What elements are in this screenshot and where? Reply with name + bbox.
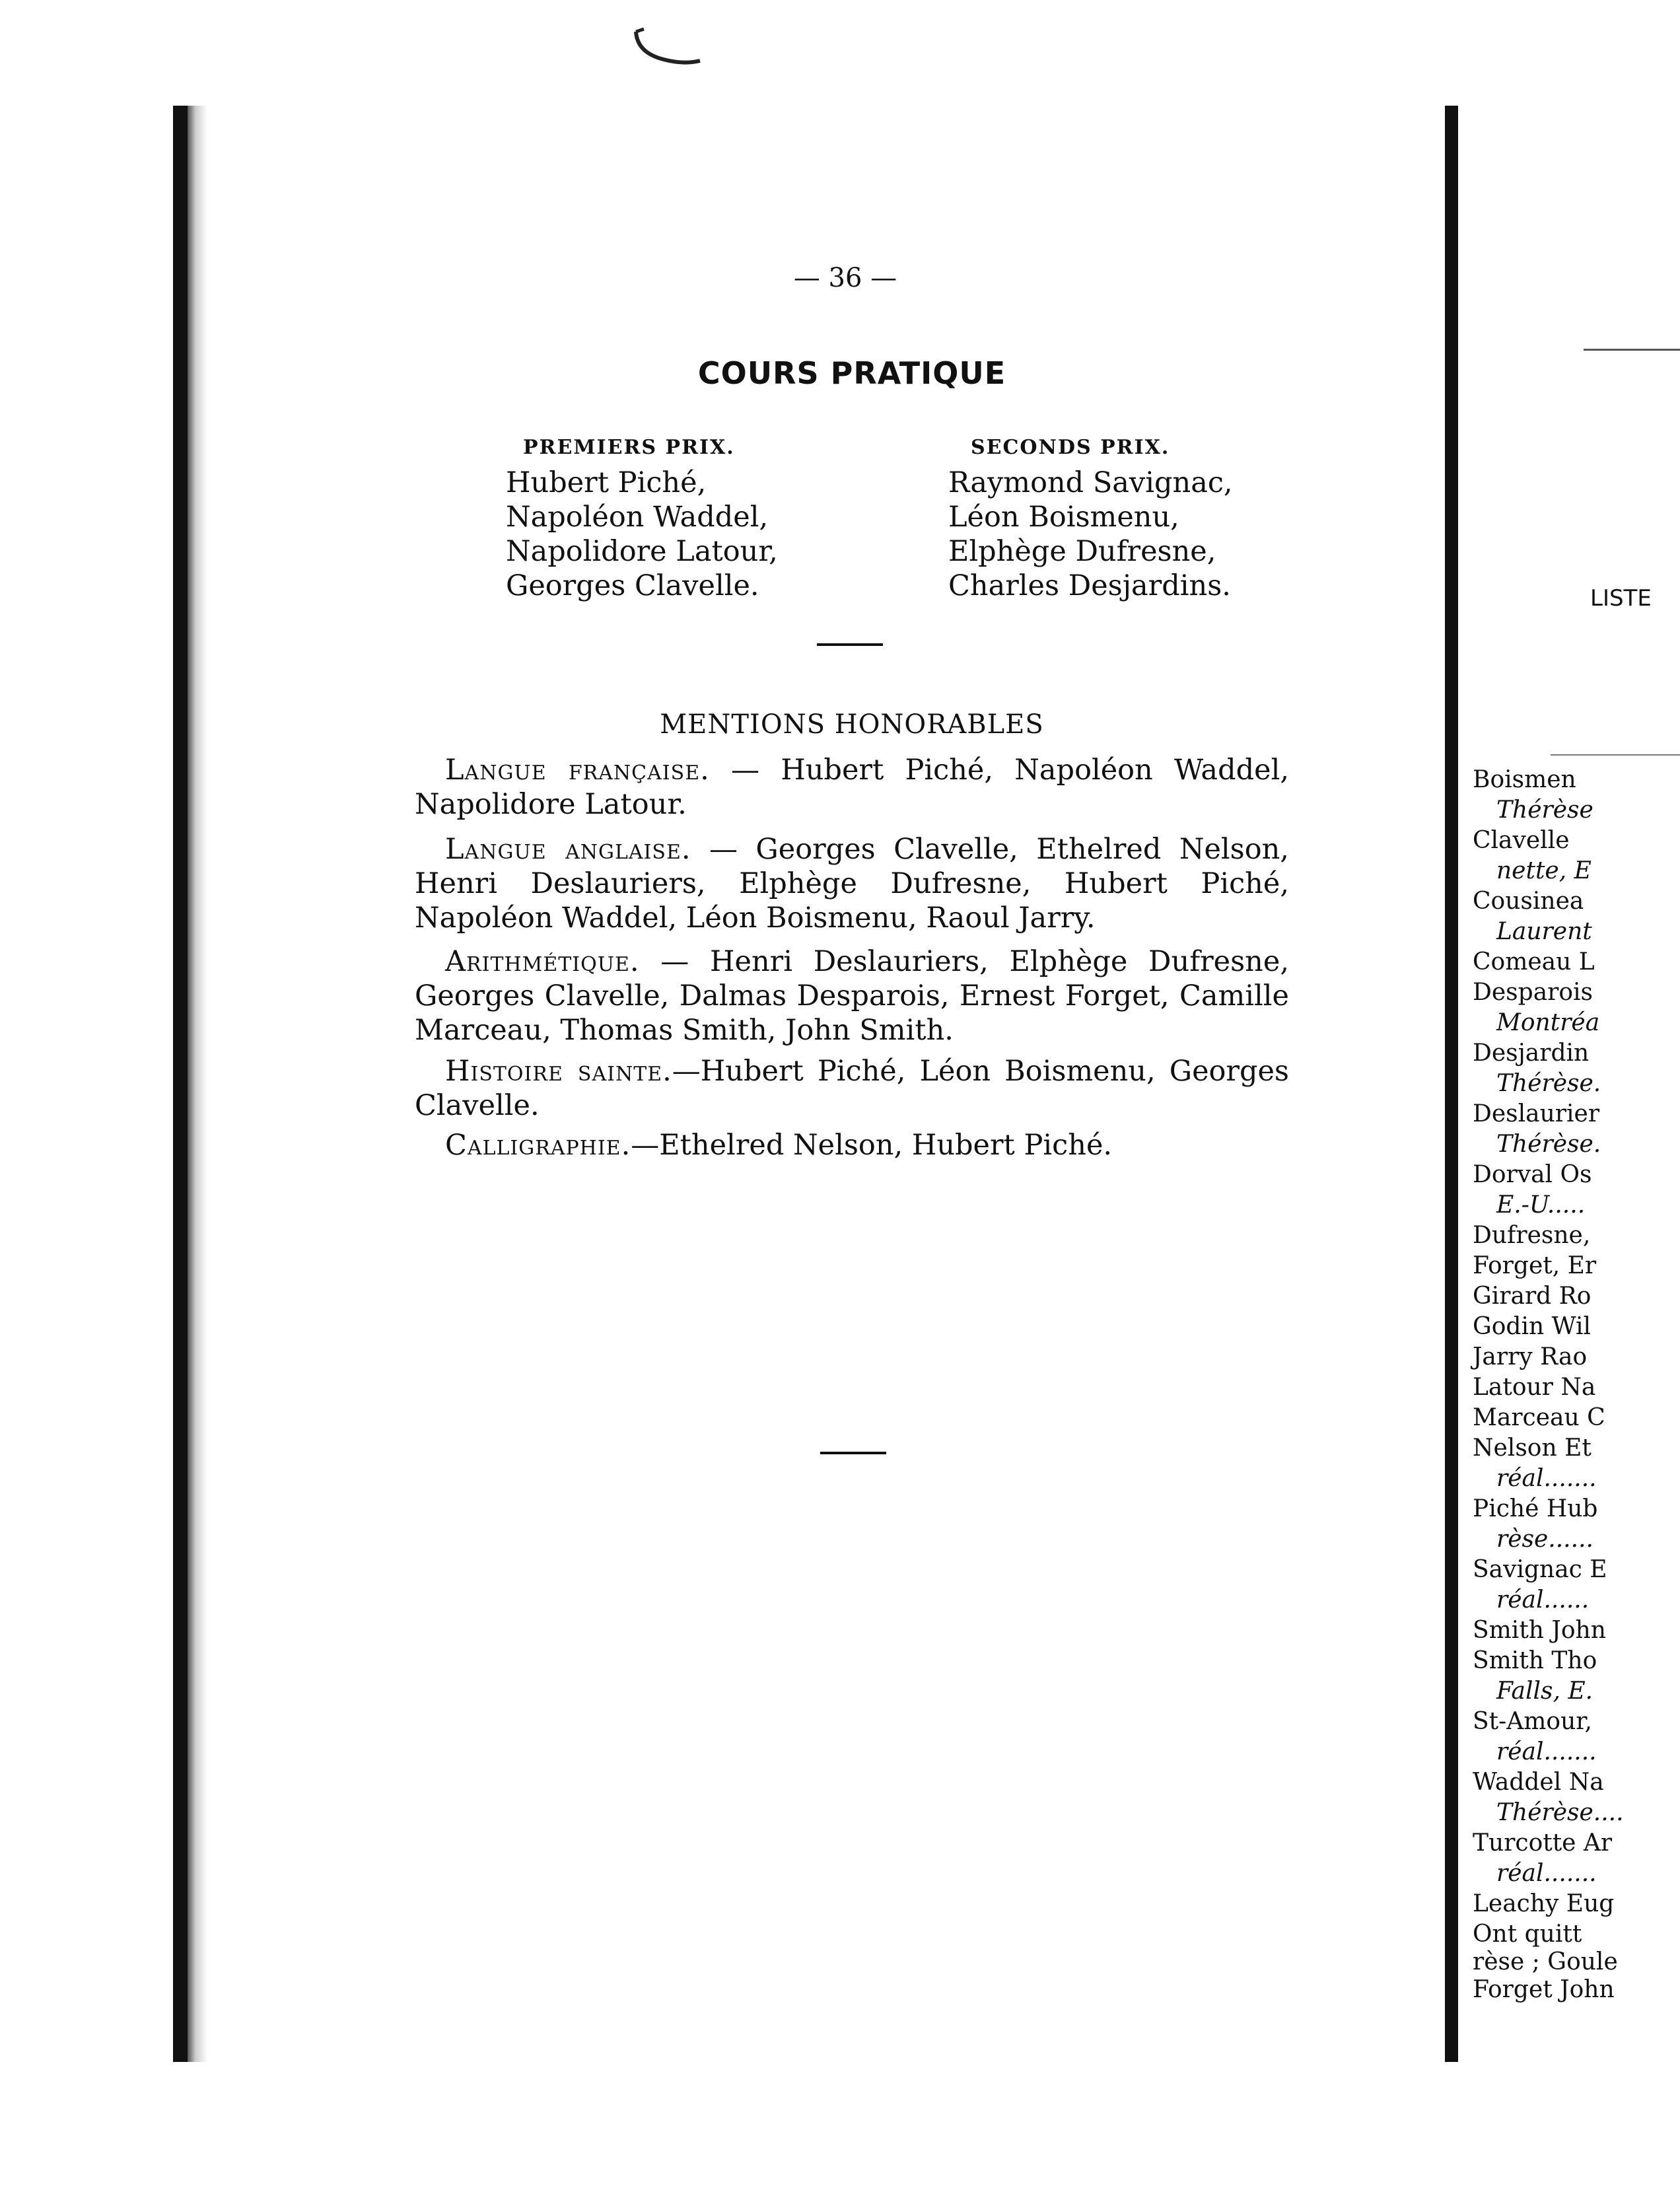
mention-subject: Arithmétique.	[445, 945, 640, 978]
page-number: — 36 —	[793, 263, 897, 293]
seconds-prix-name: Charles Desjardins.	[948, 569, 1231, 602]
premiers-prix-list	[506, 466, 778, 603]
right-page-line: nette, E	[1496, 857, 1592, 884]
right-page-line: Forget John	[1473, 1976, 1615, 2003]
right-page-line: Waddel Na	[1473, 1769, 1604, 1796]
right-page-rule	[1551, 754, 1680, 756]
right-page-line: Thérèse	[1496, 797, 1593, 824]
right-page-line: Cousinea	[1473, 888, 1584, 915]
premiers-prix-name: Napolidore Latour,	[506, 535, 778, 568]
right-page-line: Comeau L	[1473, 948, 1595, 975]
right-page-line: Dorval Os	[1473, 1161, 1592, 1188]
page-edge-shadow	[188, 106, 207, 2062]
mentions-heading: MENTIONS HONORABLES	[660, 709, 1044, 740]
right-page-line: St-Amour,	[1473, 1708, 1592, 1735]
right-page-line: Smith John	[1473, 1617, 1606, 1644]
mention-subject: Langue française.	[445, 754, 710, 787]
right-page-line: Nelson Et	[1473, 1435, 1592, 1462]
right-page-line: Dufresne,	[1473, 1222, 1591, 1249]
right-page-line: Deslaurier	[1473, 1100, 1600, 1127]
right-page-heading: LISTE	[1590, 585, 1652, 612]
right-page-line: Thérèse....	[1496, 1799, 1624, 1826]
right-page-line: Savignac E	[1473, 1556, 1607, 1583]
right-page-line: réal.......	[1496, 1465, 1597, 1492]
mention-text: — Georges Clavelle, Ethelred Nelson, Henri Deslauriers, Elphège Dufresne, Hubert Piché, Napoléon Waddel, Léon Boismenu, Raoul Jarry.	[415, 833, 1289, 935]
right-page-line: réal.......	[1496, 1738, 1597, 1765]
right-page-line: rèse......	[1496, 1526, 1593, 1553]
right-page-line: Turcotte Ar	[1473, 1829, 1613, 1857]
right-page-line: Thérèse.	[1496, 1131, 1601, 1158]
mention-text: — Hubert Piché, Napoléon Waddel, Napolidore Latour.	[415, 754, 1289, 821]
divider-rule	[817, 643, 883, 646]
right-page-line: Laurent	[1496, 918, 1592, 945]
book-gutter	[1445, 106, 1458, 2074]
right-page-line: Godin Wil	[1473, 1313, 1592, 1340]
right-page-line: Desparois	[1473, 979, 1593, 1006]
seconds-prix-name: Léon Boismenu,	[948, 501, 1179, 534]
mention-subject: Langue anglaise.	[445, 833, 691, 866]
right-page-line: Jarry Rao	[1473, 1343, 1588, 1370]
pencil-mark	[631, 26, 703, 73]
premiers-prix-heading: PREMIERS PRIX.	[523, 436, 735, 459]
mention-subject: Histoire sainte.	[445, 1055, 672, 1088]
mention-subject: Calligraphie.	[445, 1129, 631, 1162]
premiers-prix-name: Georges Clavelle.	[506, 569, 759, 602]
seconds-prix-name: Raymond Savignac,	[948, 466, 1233, 499]
right-page-line: Smith Tho	[1473, 1647, 1597, 1674]
right-page-line: Desjardin	[1473, 1040, 1590, 1067]
right-page-line: réal.......	[1496, 1860, 1597, 1887]
mention-paragraph	[415, 1128, 1289, 1162]
seconds-prix-heading: SECONDS PRIX.	[971, 436, 1170, 459]
mention-paragraph	[415, 944, 1289, 1047]
right-page-line: Thérèse.	[1496, 1070, 1601, 1097]
right-page-line: Latour Na	[1473, 1374, 1596, 1401]
mention-text: — Henri Deslauriers, Elphège Dufresne, Georges Clavelle, Dalmas Desparois, Ernest Forget, Camille Marceau, Thomas Smith, John Smith.	[415, 945, 1289, 1047]
right-page-line: Forget, Er	[1473, 1252, 1597, 1279]
seconds-prix-list	[948, 466, 1233, 603]
mention-text: —Ethelred Nelson, Hubert Piché.	[631, 1129, 1113, 1162]
right-page-line: Marceau C	[1473, 1404, 1605, 1431]
mention-paragraph	[415, 753, 1289, 822]
right-page-line: Clavelle	[1473, 827, 1570, 854]
right-page-line: Ont quitt	[1473, 1921, 1582, 1948]
right-page-rule	[1584, 349, 1680, 351]
right-page-line: Leachy Eug	[1473, 1890, 1615, 1917]
mention-text: —Hubert Piché, Léon Boismenu, Georges Clavelle.	[415, 1055, 1289, 1122]
right-page-line: Boismen	[1473, 766, 1576, 793]
film-margin-bottom	[158, 2062, 1680, 2198]
right-page-line: E.-U.....	[1496, 1191, 1586, 1219]
right-page-line: rèse ; Goule	[1473, 1948, 1618, 1975]
right-page-line: Piché Hub	[1473, 1495, 1598, 1522]
premiers-prix-name: Napoléon Waddel,	[506, 501, 769, 534]
right-page-line: Girard Ro	[1473, 1283, 1592, 1310]
right-page-line: Falls, E.	[1496, 1678, 1593, 1705]
film-margin-top	[0, 0, 1680, 106]
premiers-prix-name: Hubert Piché,	[506, 466, 707, 499]
section-title: COURS PRATIQUE	[697, 355, 1006, 391]
mention-paragraph	[415, 832, 1289, 935]
divider-rule	[820, 1452, 886, 1454]
mention-paragraph	[415, 1054, 1289, 1123]
seconds-prix-name: Elphège Dufresne,	[948, 535, 1216, 568]
right-page-line: Montréa	[1496, 1009, 1600, 1036]
right-page-line: réal......	[1496, 1586, 1590, 1613]
right-page	[1458, 106, 1680, 2074]
